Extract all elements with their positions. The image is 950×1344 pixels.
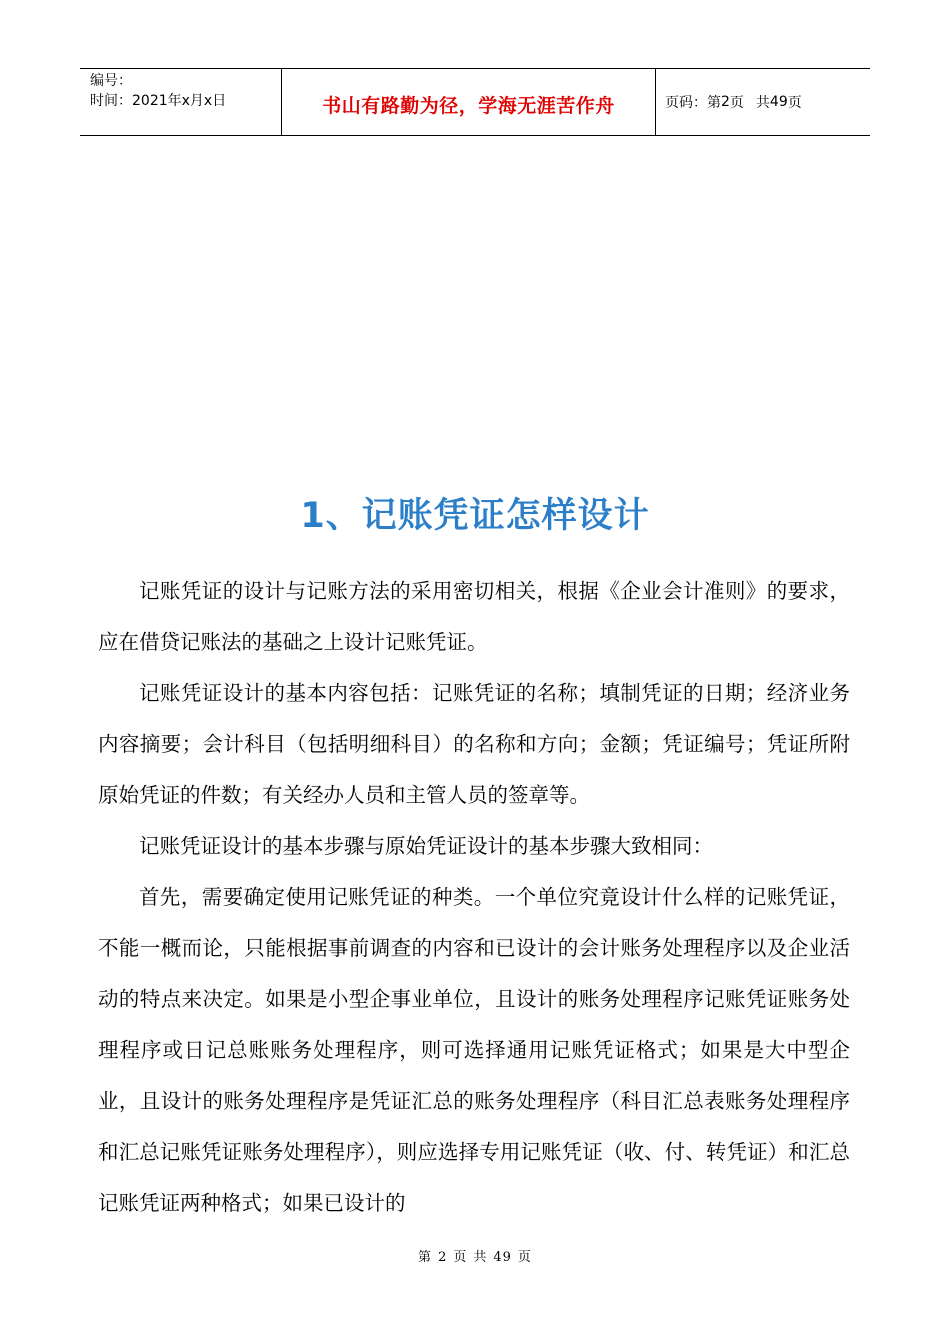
paragraph: 首先，需要确定使用记账凭证的种类。一个单位究竟设计什么样的记账凭证，不能一概而论，只能根据事前调查的内容和已设计的会计账务处理程序以及企业活动的特点来决定。如果是小型企事业单位，且设计的账务处理程序记账凭证账务处理程序或日记总账账务处理程序，则可选择通用记账凭证格式；如果是大中型企业，且设计的账务处理程序是凭证汇总的账务处理程序（科目汇总表账务处理程序和汇总记账凭证账务处理程序），则应选择专用记账凭证（收、付、转凭证）和汇总记账凭证两种格式；如果已设计的: [98, 885, 850, 1215]
document-date: 时间：2021年x月x日: [90, 93, 227, 109]
body-text: [98, 566, 850, 1229]
paragraph: 记账凭证设计的基本步骤与原始凭证设计的基本步骤大致相同：: [139, 834, 713, 858]
footer-current-page: 2: [438, 1250, 448, 1265]
section-title: 1、记账凭证怎样设计: [300, 496, 650, 536]
header-meta: [80, 69, 282, 135]
paragraph: 记账凭证的设计与记账方法的采用密切相关，根据《企业会计准则》的要求，应在借贷记账法的基础之上设计记账凭证。: [98, 579, 850, 654]
page-prefix: 页码：第: [665, 95, 721, 111]
header-page-info: [656, 69, 870, 135]
page-total: 49: [769, 94, 788, 110]
document-header: [80, 68, 870, 136]
footer-total-prefix: 共: [473, 1250, 488, 1265]
page-current: 2: [721, 94, 730, 110]
footer-unit: 页: [453, 1250, 468, 1265]
header-motto: 书山有路勤为径，学海无涯苦作舟: [322, 94, 615, 117]
page-total-unit: 页: [787, 95, 802, 111]
footer-prefix: 第: [418, 1250, 433, 1265]
page-footer: [0, 1246, 950, 1265]
document-number-label: 编号：: [90, 73, 132, 89]
footer-total-unit: 页: [517, 1250, 532, 1265]
footer-total-pages: 49: [493, 1250, 512, 1265]
page-unit: 页: [729, 95, 744, 111]
header-motto-cell: [282, 69, 656, 135]
paragraph: 记账凭证设计的基本内容包括：记账凭证的名称；填制凭证的日期；经济业务内容摘要；会计科目（包括明细科目）的名称和方向；金额；凭证编号；凭证所附原始凭证的件数；有关经办人员和主管人员的签章等。: [98, 681, 850, 807]
page-total-prefix: 共: [755, 95, 770, 111]
